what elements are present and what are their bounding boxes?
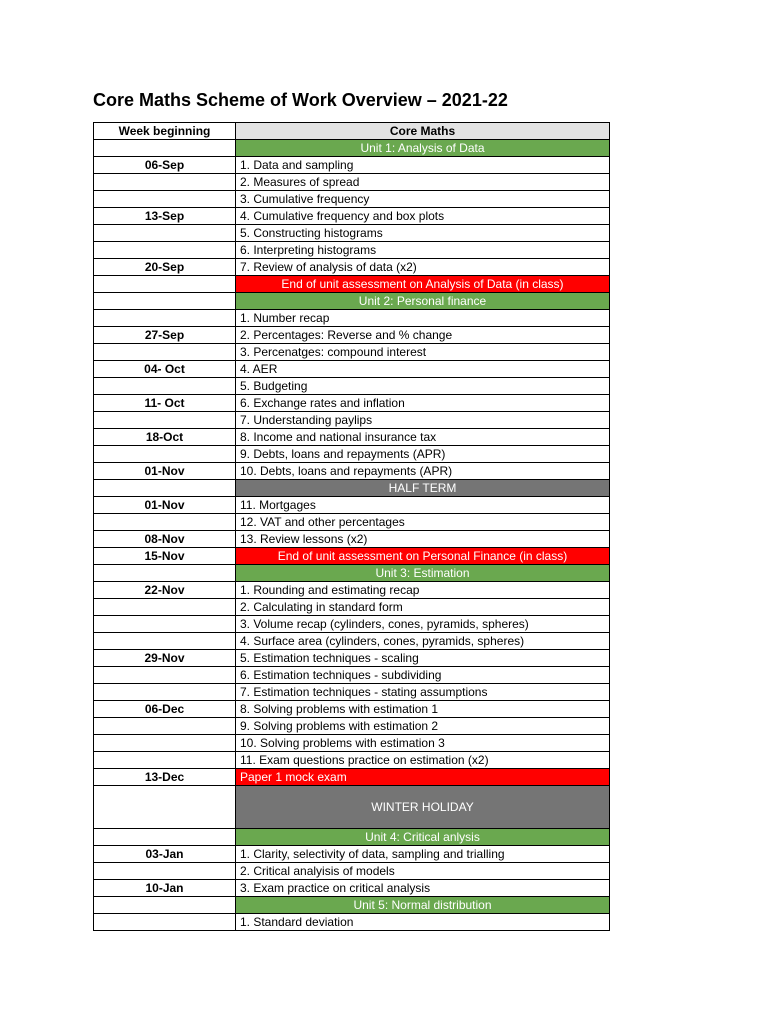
lesson-row [94, 599, 610, 616]
topic-cell: WINTER HOLIDAY [236, 786, 610, 829]
week-cell: 01-Nov [94, 463, 236, 480]
topic-cell: 7. Review of analysis of data (x2) [236, 259, 610, 276]
topic-cell: 2. Critical analyisis of models [236, 863, 610, 880]
topic-cell: 8. Income and national insurance tax [236, 429, 610, 446]
lesson-row [94, 361, 610, 378]
lesson-row [94, 582, 610, 599]
topic-cell: 4. Surface area (cylinders, cones, pyramids, spheres) [236, 633, 610, 650]
topic-cell: Unit 1: Analysis of Data [236, 140, 610, 157]
week-cell [94, 225, 236, 242]
week-cell: 10-Jan [94, 880, 236, 897]
lesson-row [94, 242, 610, 259]
lesson-row [94, 344, 610, 361]
topic-cell: HALF TERM [236, 480, 610, 497]
lesson-row [94, 514, 610, 531]
week-cell [94, 616, 236, 633]
lesson-row [94, 191, 610, 208]
topic-cell: Paper 1 mock exam [236, 769, 610, 786]
week-cell [94, 480, 236, 497]
holiday-row [94, 480, 610, 497]
week-cell [94, 599, 236, 616]
lesson-row [94, 327, 610, 344]
topic-cell: 6. Interpreting histograms [236, 242, 610, 259]
topic-cell: Unit 5: Normal distribution [236, 897, 610, 914]
week-cell [94, 633, 236, 650]
week-cell: 01-Nov [94, 497, 236, 514]
lesson-row [94, 701, 610, 718]
lesson-row [94, 684, 610, 701]
week-cell [94, 565, 236, 582]
lesson-row [94, 310, 610, 327]
topic-cell: End of unit assessment on Personal Finance (in class) [236, 548, 610, 565]
scheme-of-work-table [93, 122, 610, 931]
lesson-row [94, 225, 610, 242]
week-cell [94, 174, 236, 191]
topic-cell: 1. Rounding and estimating recap [236, 582, 610, 599]
lesson-row [94, 650, 610, 667]
topic-cell: End of unit assessment on Analysis of Data (in class) [236, 276, 610, 293]
topic-cell: 3. Exam practice on critical analysis [236, 880, 610, 897]
unit-header-row [94, 293, 610, 310]
week-cell: 03-Jan [94, 846, 236, 863]
lesson-row [94, 531, 610, 548]
lesson-row [94, 752, 610, 769]
topic-cell: Unit 4: Critical anlysis [236, 829, 610, 846]
topic-cell: 2. Calculating in standard form [236, 599, 610, 616]
topic-cell: 5. Constructing histograms [236, 225, 610, 242]
topic-cell: 4. AER [236, 361, 610, 378]
week-cell [94, 914, 236, 931]
lesson-row [94, 174, 610, 191]
week-cell: 04- Oct [94, 361, 236, 378]
week-cell [94, 140, 236, 157]
lesson-row [94, 463, 610, 480]
week-cell [94, 378, 236, 395]
lesson-row [94, 863, 610, 880]
week-cell: 18-Oct [94, 429, 236, 446]
topic-cell: Unit 2: Personal finance [236, 293, 610, 310]
lesson-row [94, 846, 610, 863]
lesson-row [94, 497, 610, 514]
lesson-row [94, 880, 610, 897]
topic-cell: 1. Data and sampling [236, 157, 610, 174]
topic-cell: 1. Clarity, selectivity of data, sampling and trialling [236, 846, 610, 863]
lesson-row [94, 429, 610, 446]
lesson-row [94, 735, 610, 752]
holiday-row [94, 786, 610, 829]
lesson-row [94, 667, 610, 684]
week-cell [94, 897, 236, 914]
topic-cell: 1. Standard deviation [236, 914, 610, 931]
week-cell [94, 829, 236, 846]
week-cell [94, 191, 236, 208]
page-title: Core Maths Scheme of Work Overview – 2021-22 [93, 90, 508, 110]
topic-cell: 4. Cumulative frequency and box plots [236, 208, 610, 225]
week-cell: 13-Sep [94, 208, 236, 225]
week-cell [94, 863, 236, 880]
week-cell [94, 514, 236, 531]
week-cell: 06-Dec [94, 701, 236, 718]
lesson-row [94, 446, 610, 463]
week-cell [94, 735, 236, 752]
core-maths-header: Core Maths [236, 123, 610, 140]
unit-header-row [94, 897, 610, 914]
topic-cell: 11. Mortgages [236, 497, 610, 514]
lesson-row [94, 259, 610, 276]
topic-cell: 2. Percentages: Reverse and % change [236, 327, 610, 344]
week-cell: 27-Sep [94, 327, 236, 344]
topic-cell: 8. Solving problems with estimation 1 [236, 701, 610, 718]
topic-cell: 3. Cumulative frequency [236, 191, 610, 208]
week-cell [94, 667, 236, 684]
topic-cell: 6. Estimation techniques - subdividing [236, 667, 610, 684]
unit-header-row [94, 565, 610, 582]
assessment-row [94, 276, 610, 293]
topic-cell: 9. Debts, loans and repayments (APR) [236, 446, 610, 463]
table-header-row [94, 123, 610, 140]
week-cell [94, 684, 236, 701]
topic-cell: 5. Estimation techniques - scaling [236, 650, 610, 667]
lesson-row [94, 718, 610, 735]
topic-cell: Unit 3: Estimation [236, 565, 610, 582]
lesson-row [94, 412, 610, 429]
week-beginning-header: Week beginning [94, 123, 236, 140]
topic-cell: 5. Budgeting [236, 378, 610, 395]
week-cell [94, 786, 236, 829]
topic-cell: 7. Estimation techniques - stating assumptions [236, 684, 610, 701]
week-cell [94, 293, 236, 310]
week-cell: 20-Sep [94, 259, 236, 276]
week-cell [94, 718, 236, 735]
topic-cell: 12. VAT and other percentages [236, 514, 610, 531]
topic-cell: 1. Number recap [236, 310, 610, 327]
topic-cell: 7. Understanding paylips [236, 412, 610, 429]
lesson-row [94, 395, 610, 412]
week-cell [94, 344, 236, 361]
lesson-row [94, 378, 610, 395]
topic-cell: 6. Exchange rates and inflation [236, 395, 610, 412]
topic-cell: 10. Debts, loans and repayments (APR) [236, 463, 610, 480]
week-cell: 06-Sep [94, 157, 236, 174]
week-cell [94, 446, 236, 463]
lesson-row [94, 616, 610, 633]
lesson-row [94, 157, 610, 174]
topic-cell: 3. Percenatges: compound interest [236, 344, 610, 361]
week-cell [94, 412, 236, 429]
topic-cell: 3. Volume recap (cylinders, cones, pyramids, spheres) [236, 616, 610, 633]
week-cell [94, 276, 236, 293]
week-cell: 11- Oct [94, 395, 236, 412]
week-cell [94, 242, 236, 259]
week-cell: 29-Nov [94, 650, 236, 667]
topic-cell: 2. Measures of spread [236, 174, 610, 191]
lesson-row [94, 633, 610, 650]
topic-cell: 11. Exam questions practice on estimation (x2) [236, 752, 610, 769]
week-cell: 22-Nov [94, 582, 236, 599]
unit-header-row [94, 140, 610, 157]
mock-exam-row [94, 769, 610, 786]
lesson-row [94, 914, 610, 931]
unit-header-row [94, 829, 610, 846]
topic-cell: 13. Review lessons (x2) [236, 531, 610, 548]
topic-cell: 10. Solving problems with estimation 3 [236, 735, 610, 752]
assessment-row [94, 548, 610, 565]
topic-cell: 9. Solving problems with estimation 2 [236, 718, 610, 735]
lesson-row [94, 208, 610, 225]
week-cell: 08-Nov [94, 531, 236, 548]
week-cell: 15-Nov [94, 548, 236, 565]
week-cell [94, 310, 236, 327]
week-cell: 13-Dec [94, 769, 236, 786]
week-cell [94, 752, 236, 769]
